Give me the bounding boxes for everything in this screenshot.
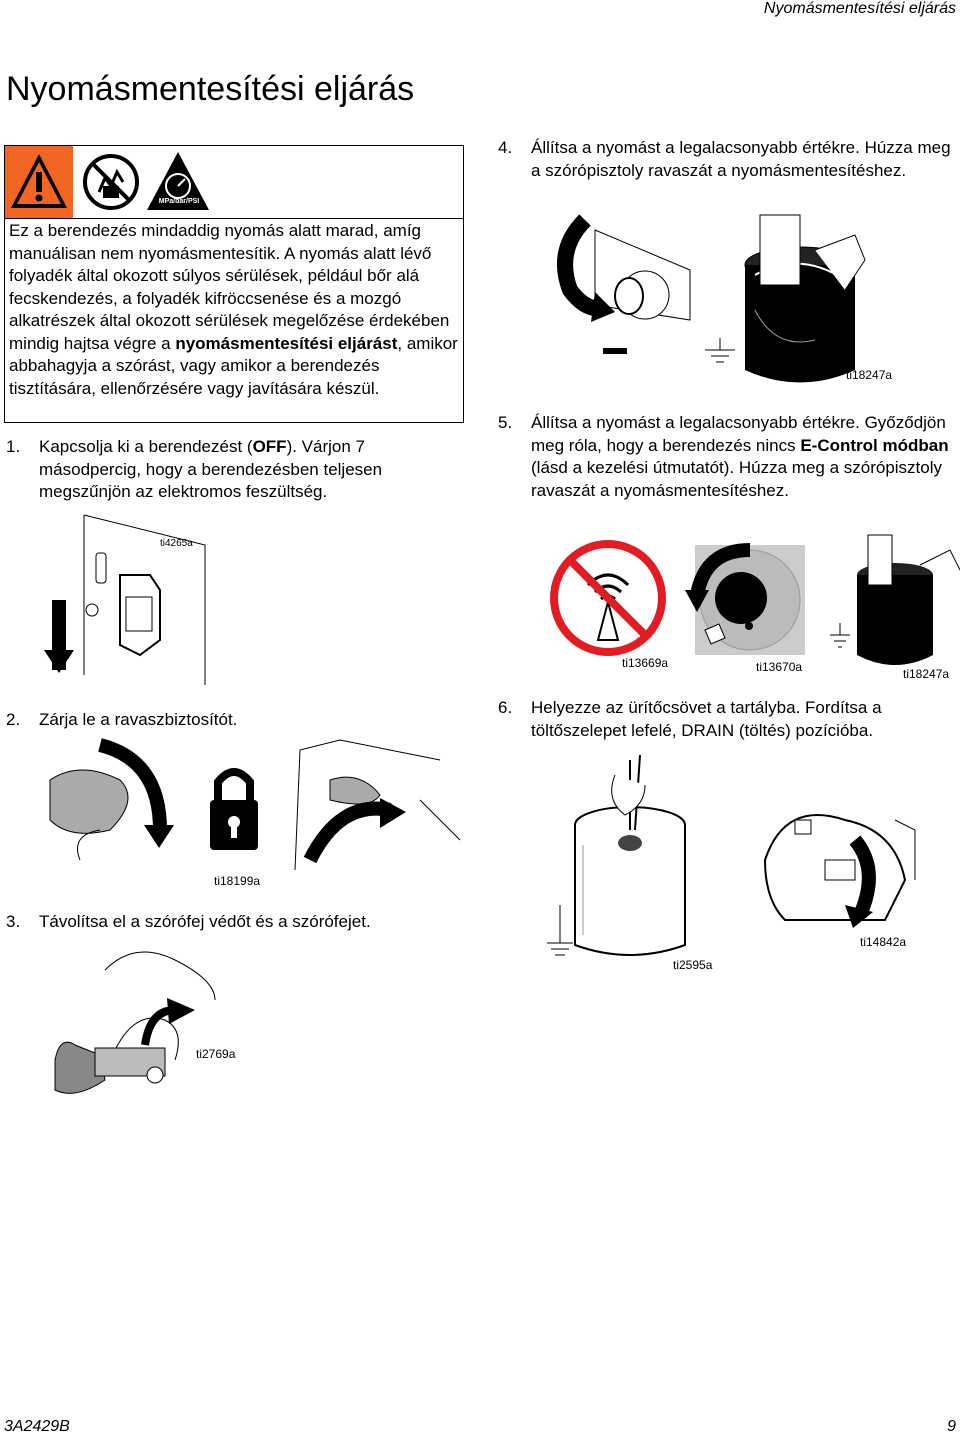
warning-icon-strip — [5, 146, 463, 219]
figure-label: ti18247a — [903, 667, 950, 681]
step-1 — [6, 436, 461, 506]
trigger-lock-illustration — [40, 740, 470, 875]
step-text-part: ). Várjon 7 másodpercig, hogy a berendezésben teljesen megszűnjön az elektromos feszültség. — [39, 437, 383, 501]
step-text: Zárja le a ravaszbiztosítót. — [39, 710, 238, 729]
step-number: 2. — [6, 710, 21, 729]
step-text-bold: E-Control módban — [800, 435, 949, 455]
step-text: Helyezze az ürítőcsövet a tartályba. Fordítsa a töltőszelepet lefelé, DRAIN (töltés) pozícióba. — [531, 698, 882, 740]
figure-label: ti2769a — [196, 1047, 236, 1061]
step-text-bold: OFF — [252, 437, 287, 456]
page-title: Nyomásmentesítési eljárás — [6, 70, 415, 108]
step-text: Távolítsa el a szórófej védőt és a szórófejet. — [39, 912, 371, 931]
step-6 — [498, 697, 954, 743]
figure-label: ti2595a — [673, 958, 713, 972]
warning-box — [4, 145, 464, 423]
no-hand-injection-icon — [81, 152, 141, 212]
step-text: Állítsa a nyomást a legalacsonyabb értékre. Húzza meg a szórópisztoly ravaszát a nyomásmentesítéshez. — [531, 138, 951, 180]
figure-label: ti18199a — [214, 874, 261, 888]
running-header: Nyomásmentesítési eljárás — [763, 0, 956, 17]
step-number: 6. — [498, 698, 513, 717]
step-number: 3. — [6, 912, 21, 931]
step-5 — [498, 412, 954, 527]
control-knob-icon — [685, 540, 810, 665]
warning-text-bold: nyomásmentesítési eljárást — [175, 333, 398, 353]
drain-tube-pail-illustration — [545, 755, 720, 965]
step-number: 4. — [498, 138, 513, 157]
warning-text — [9, 220, 459, 400]
figure-label: ti4265a — [160, 538, 193, 549]
footer-doc-number: 3A2429B — [4, 1418, 70, 1435]
step-text-part: Kapcsolja ki a berendezést ( — [39, 437, 253, 456]
figure-label: ti14842a — [860, 935, 907, 949]
pressure-gauge-icon — [145, 150, 211, 216]
step-4 — [498, 137, 954, 207]
step-text-part: (lásd a kezelési útmutatót). Húzza meg a szórópisztoly ravaszát a nyomásmentesítéshez. — [531, 458, 943, 500]
prime-valve-illustration — [765, 800, 915, 930]
pail-gun-small-illustration — [820, 535, 960, 670]
step-number: 1. — [6, 437, 21, 456]
warning-text-part: Ez a berendezés mindaddig nyomás alatt marad, amíg manuálisan nem nyomásmentesítik. A nyomás alatt lévő folyadék által okozott súlyos sérülések, például bőr alá fecskendezés, a folyadék kifröccsenése és a mozgó alkatrészek által okozott sérülések megelőzése érdekében mindig hajtsa végre a — [9, 221, 450, 353]
spray-tip-removal-illustration — [45, 940, 235, 1105]
figure-label: ti18247a — [846, 368, 893, 382]
step-2 — [6, 709, 461, 733]
no-remote-signal-icon — [550, 540, 670, 660]
warning-triangle-icon — [5, 146, 73, 218]
step-number: 5. — [498, 413, 513, 432]
footer-page-number: 9 — [947, 1418, 956, 1435]
warning-text-part: , amikor abbahagyja a szórást, vagy amikor a berendezés tisztítására, ellenőrzésére vagy javítására készül. — [9, 333, 458, 398]
step-text — [39, 436, 461, 504]
warning-orange-panel — [5, 146, 73, 218]
figure-label: ti13670a — [756, 660, 803, 674]
step-text-part: Állítsa a nyomást a legalacsonyabb értékre. Győződjön meg róla, hogy a berendezés nincs — [531, 413, 946, 455]
step-3 — [6, 911, 461, 935]
step-text — [531, 412, 954, 502]
figure-label: ti13669a — [622, 656, 669, 670]
gauge-label: MPa/bar/PSI — [158, 198, 200, 205]
